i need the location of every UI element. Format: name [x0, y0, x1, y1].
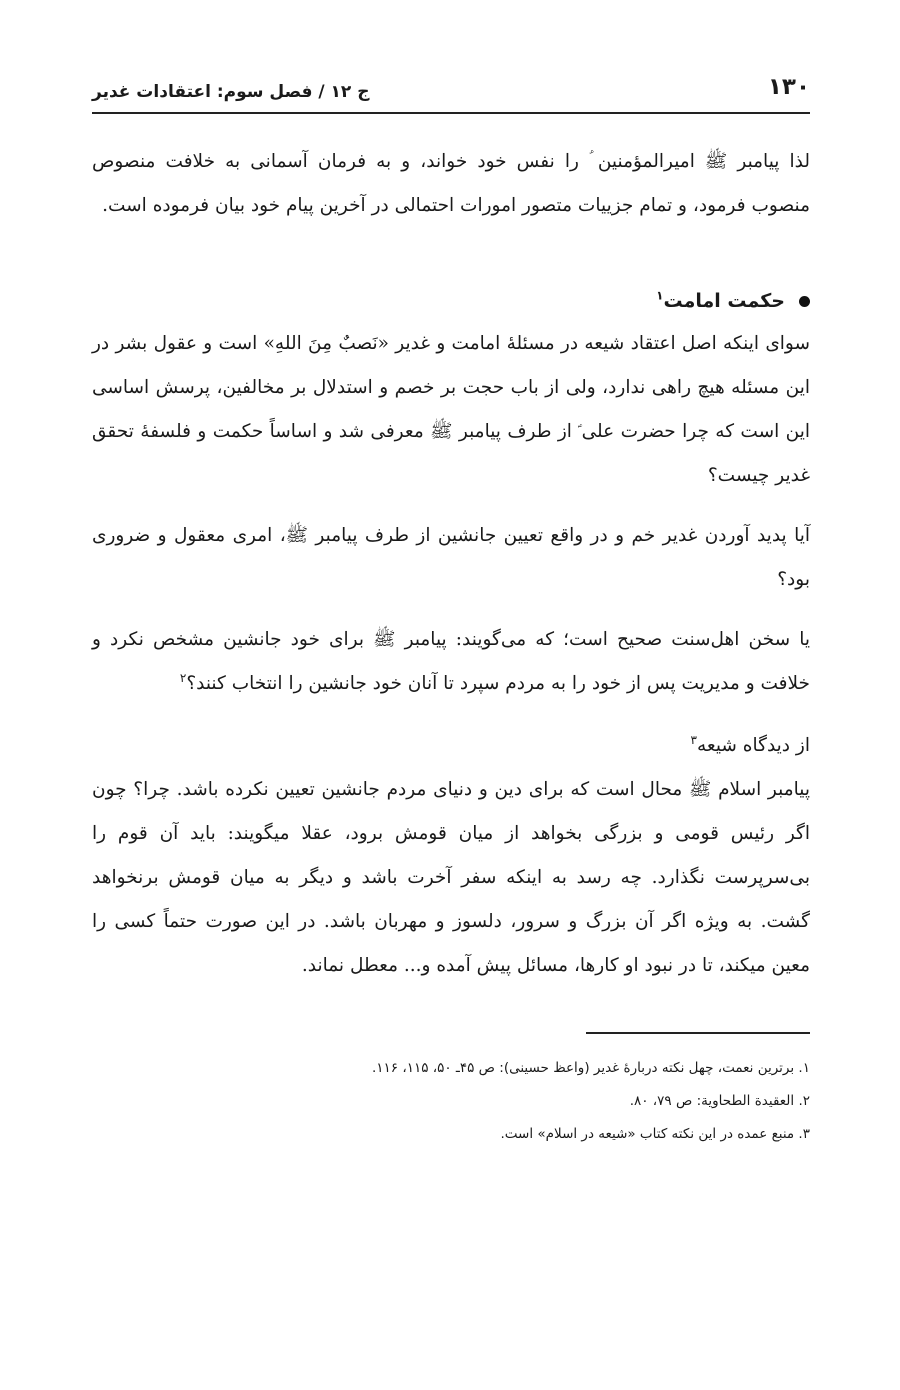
running-head: ج ۱۲ / فصل سوم: اعتقادات غدیر — [92, 82, 370, 102]
paragraph-argument: سوای اینکه اصل اعتقاد شیعه در مسئلهٔ امامت و غدیر «نَصبٌ مِنَ اللهِ» است و عقول بشر در این مسئله هیچ راهی ندارد، ولی از باب حجت بر خصم و استدلال بر مخالفین، پرسش اساسی این است که چرا حضرت علی ؑ از طرف پیامبر ﷺ معرفی شد و اساساً حکمت و فلسفهٔ تحقق غدیر چیست؟ — [92, 333, 810, 486]
subheading-shia-view-text: از دیدگاه شیعه — [697, 735, 810, 756]
page-header — [92, 60, 810, 114]
footnote-ref-3: ۳ — [690, 732, 697, 747]
footnotes — [92, 1052, 810, 1151]
paragraph-question-1: آیا پدید آوردن غدیر خم و در واقع تعیین جانشین از طرف پیامبر ﷺ، امری معقول و ضروری بود؟ — [92, 525, 810, 590]
subheading-shia-view — [92, 724, 810, 768]
section-heading-text: حکمت امامت — [663, 290, 785, 312]
footnote-divider — [586, 1032, 810, 1034]
paragraph-question-2 — [92, 618, 810, 706]
footnote-3: ۳. منبع عمده در این نکته کتاب «شیعه در اسلام» است. — [500, 1126, 810, 1142]
book-page — [92, 60, 810, 1151]
paragraph-shia-view: پیامبر اسلام ﷺ محال است که برای دین و دنیای مردم جانشین تعیین نکرده باشد. چرا؟ چون اگر رئیس قومی و بزرگی بخواهد از میان قومش برود، عقلا میگویند: باید آن قوم را بی‌سرپرست نگذارد. چه رسد به اینکه سفر آخرت باشد و دیگر به میان قومش برنخواهد گشت. به ویژه اگر آن بزرگ و سرور، دلسوز و مهربان باشد. در این صورت حتماً کسی را معین میکند، تا در نبود او کارها، مسائل پیش آمده و... معطل نماند. — [92, 779, 810, 976]
paragraph-intro: لذا پیامبر ﷺ امیرالمؤمنین ؑ را نفس خود خواند، و به فرمان آسمانی به خلافت منصوص منصوب فرمود، و تمام جزییات متصور امورات احتمالی در آخرین پیام خود بیان فرموده است. — [92, 151, 810, 216]
section-heading — [92, 286, 810, 316]
footnote-ref-1: ۱ — [656, 288, 664, 303]
footnote-2: ۲. العقیدة الطحاویة: ص ۷۹، ۸۰. — [629, 1093, 810, 1109]
page-number: ۱۳۰ — [767, 74, 810, 100]
paragraph-question-2-text: یا سخن اهل‌سنت صحیح است؛ که می‌گویند: پیامبر ﷺ برای خود جانشین مشخص نکرد و خلافت و مدیریت پس از خود را به مردم سپرد تا آنان خود جانشین را انتخاب کنند؟ — [92, 629, 810, 694]
bullet-icon — [799, 296, 810, 307]
footnote-ref-2: ۲ — [179, 670, 187, 685]
footnote-1: ۱. برترین نعمت، چهل نکته دربارهٔ غدیر (واعظ حسینی): ص ۴۵ـ ۵۰، ۱۱۵، ۱۱۶. — [371, 1060, 810, 1076]
